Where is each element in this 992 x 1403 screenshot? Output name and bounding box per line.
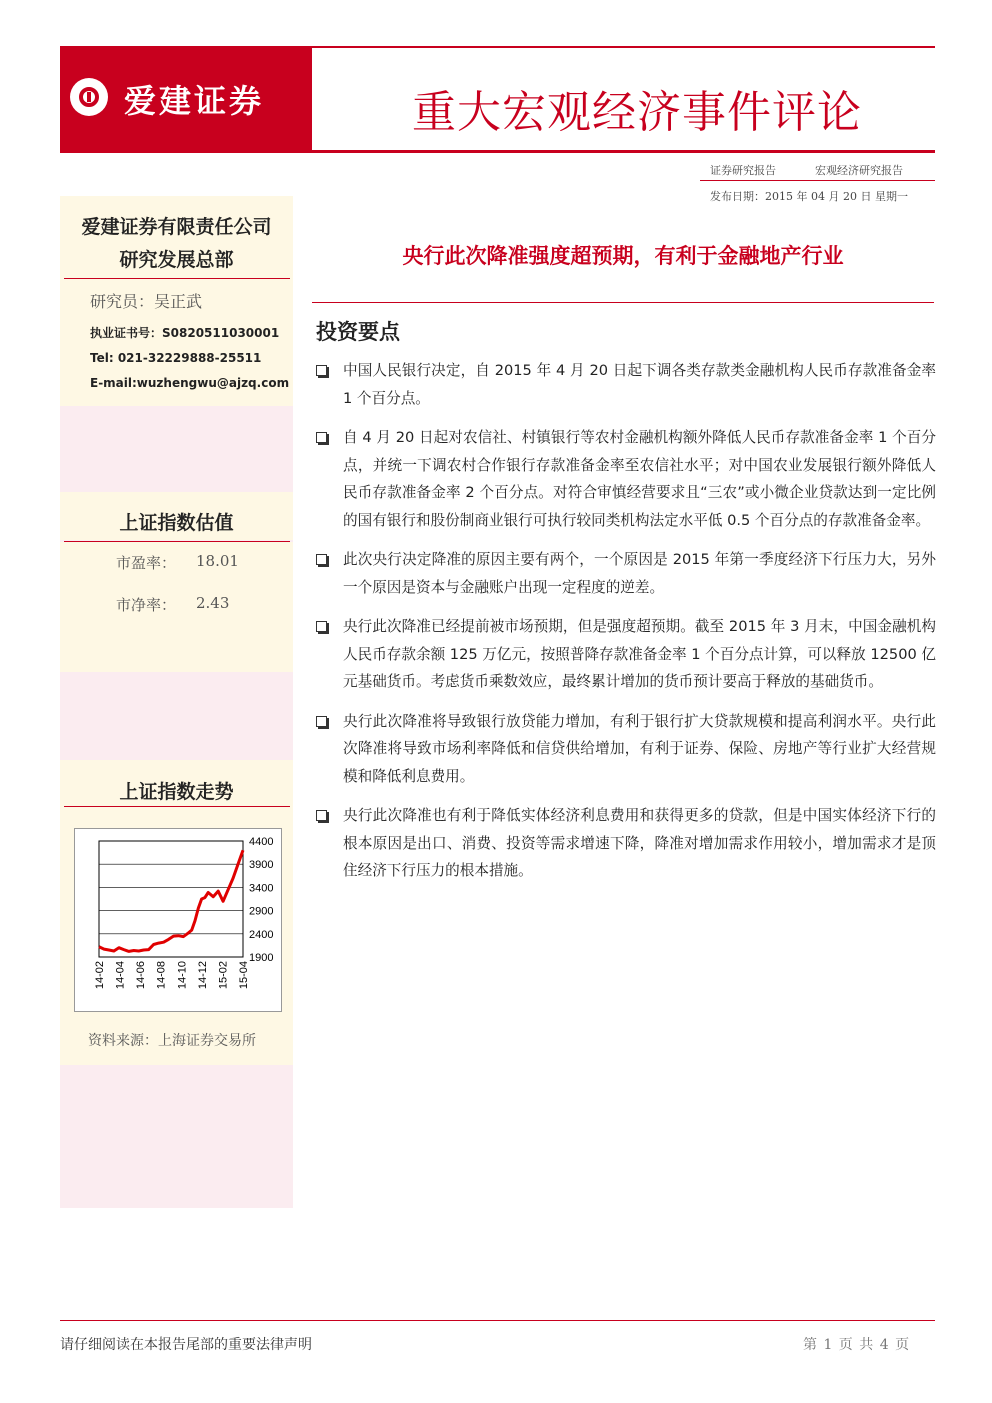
x-tick-label: 15-02 bbox=[217, 961, 230, 990]
chart-source: 资料来源：上海证券交易所 bbox=[88, 1033, 256, 1049]
x-tick-label: 15-04 bbox=[238, 961, 250, 990]
checkbox-bullet-icon bbox=[316, 432, 327, 443]
valuation-body-bg bbox=[60, 542, 293, 672]
pb-value: 2.43 bbox=[196, 594, 230, 612]
checkbox-bullet-icon bbox=[316, 554, 327, 565]
analyst-license: 执业证书号：S0820511030001 bbox=[90, 326, 280, 340]
brand-logo-icon bbox=[70, 78, 108, 116]
list-item: 央行此次降准已经提前被市场预期，但是强度超预期。截至 2015 年 3 月末，中国金融机构人民币存款余额 125 万亿元，按照普降存款准备金率 1 个百分点计算，可以释放 12500 亿元基础货币。考虑货币乘数效应，最终累计增加的货币预计要高于释放的基础货币。 bbox=[314, 613, 936, 696]
x-tick-label: 14-02 bbox=[94, 961, 106, 990]
shanghai-index-chart bbox=[75, 829, 281, 1011]
x-tick-label: 14-04 bbox=[114, 961, 127, 990]
report-series-title: 重大宏观经济事件评论 bbox=[412, 87, 862, 138]
sidebar-rule bbox=[64, 278, 290, 279]
legal-disclaimer: 请仔细阅读在本报告尾部的重要法律声明 bbox=[60, 1337, 312, 1353]
y-tick-label: 3400 bbox=[249, 882, 274, 895]
report-category: 宏观经济研究报告 bbox=[815, 164, 903, 177]
checkbox-bullet-icon bbox=[316, 621, 327, 632]
x-tick-label: 14-12 bbox=[196, 961, 209, 990]
list-item: 央行此次降准也有利于降低实体经济利息费用和获得更多的贷款，但是中国实体经济下行的根本原因是出口、消费、投资等需求增速下降，降准对增加需求作用较小，增加需求才是顶住经济下行压力的根本措施。 bbox=[314, 802, 936, 885]
checkbox-bullet-icon bbox=[316, 365, 327, 376]
list-item: 中国人民银行决定，自 2015 年 4 月 20 日起下调各类存款类金融机构人民币存款准备金率 1 个百分点。 bbox=[314, 357, 936, 412]
y-tick-label: 1900 bbox=[249, 952, 274, 964]
x-tick-label: 14-08 bbox=[155, 961, 168, 990]
key-points-list bbox=[314, 357, 936, 897]
company-name: 爱建证券有限责任公司 bbox=[81, 216, 272, 238]
pb-label: 市净率： bbox=[116, 596, 177, 614]
list-item: 央行此次降准将导致银行放贷能力增加，有利于银行扩大贷款规模和提高利润水平。央行此次降准将导致市场利率降低和信贷供给增加，有利于证券、保险、房地产等行业扩大经营规模和降低利息费用。 bbox=[314, 708, 936, 791]
analyst-tel: Tel: 021-32229888-25511 bbox=[90, 351, 262, 365]
section-heading: 投资要点 bbox=[316, 320, 400, 344]
meta-rule bbox=[700, 180, 935, 181]
y-tick-label: 4400 bbox=[249, 836, 274, 848]
department-name: 研究发展总部 bbox=[119, 249, 234, 271]
report-type: 证券研究报告 bbox=[710, 164, 776, 177]
title-rule bbox=[312, 302, 934, 303]
footer-rule bbox=[60, 1320, 935, 1321]
analyst-name: 研究员：吴正武 bbox=[90, 292, 203, 311]
valuation-heading: 上证指数估值 bbox=[119, 512, 234, 534]
header-bottom-rule bbox=[60, 150, 935, 153]
pe-value: 18.01 bbox=[196, 552, 239, 570]
trend-heading: 上证指数走势 bbox=[119, 781, 234, 803]
list-item: 自 4 月 20 日起对农信社、村镇银行等农村金融机构额外降低人民币存款准备金率 1 个百分点，并统一下调农村合作银行存款准备金率至农信社水平；对中国农业发展银行额外降低人民币存款准备金率 2 个百分点。对符合审慎经营要求且“三农”或小微企业贷款达到一定比例的国有银行和股份制商业银行可执行较同类机构法定水平低 0.5 个百分点的存款准备金率。 bbox=[314, 424, 936, 534]
sidebar-rule bbox=[64, 806, 290, 807]
analyst-email: E-mail:wuzhengwu@ajzq.com bbox=[90, 376, 290, 390]
checkbox-bullet-icon bbox=[316, 810, 327, 821]
x-tick-label: 14-06 bbox=[135, 961, 148, 990]
y-tick-label: 2900 bbox=[249, 905, 274, 918]
pe-label: 市盈率： bbox=[116, 554, 177, 572]
brand-name: 爱建证券 bbox=[124, 82, 265, 120]
index-chart-frame bbox=[74, 828, 282, 1012]
x-tick-label: 14-10 bbox=[176, 961, 189, 990]
y-tick-label: 2400 bbox=[249, 928, 274, 941]
checkbox-bullet-icon bbox=[316, 716, 327, 727]
y-tick-label: 3900 bbox=[249, 859, 274, 872]
report-title: 央行此次降准强度超预期，有利于金融地产行业 bbox=[402, 244, 844, 268]
page-number: 第 1 页 共 4 页 bbox=[803, 1337, 911, 1353]
list-item: 此次央行决定降准的原因主要有两个，一个原因是 2015 年第一季度经济下行压力大，另外一个原因是资本与金融账户出现一定程度的逆差。 bbox=[314, 546, 936, 601]
publish-date: 发布日期：2015 年 04 月 20 日 星期一 bbox=[710, 190, 908, 203]
